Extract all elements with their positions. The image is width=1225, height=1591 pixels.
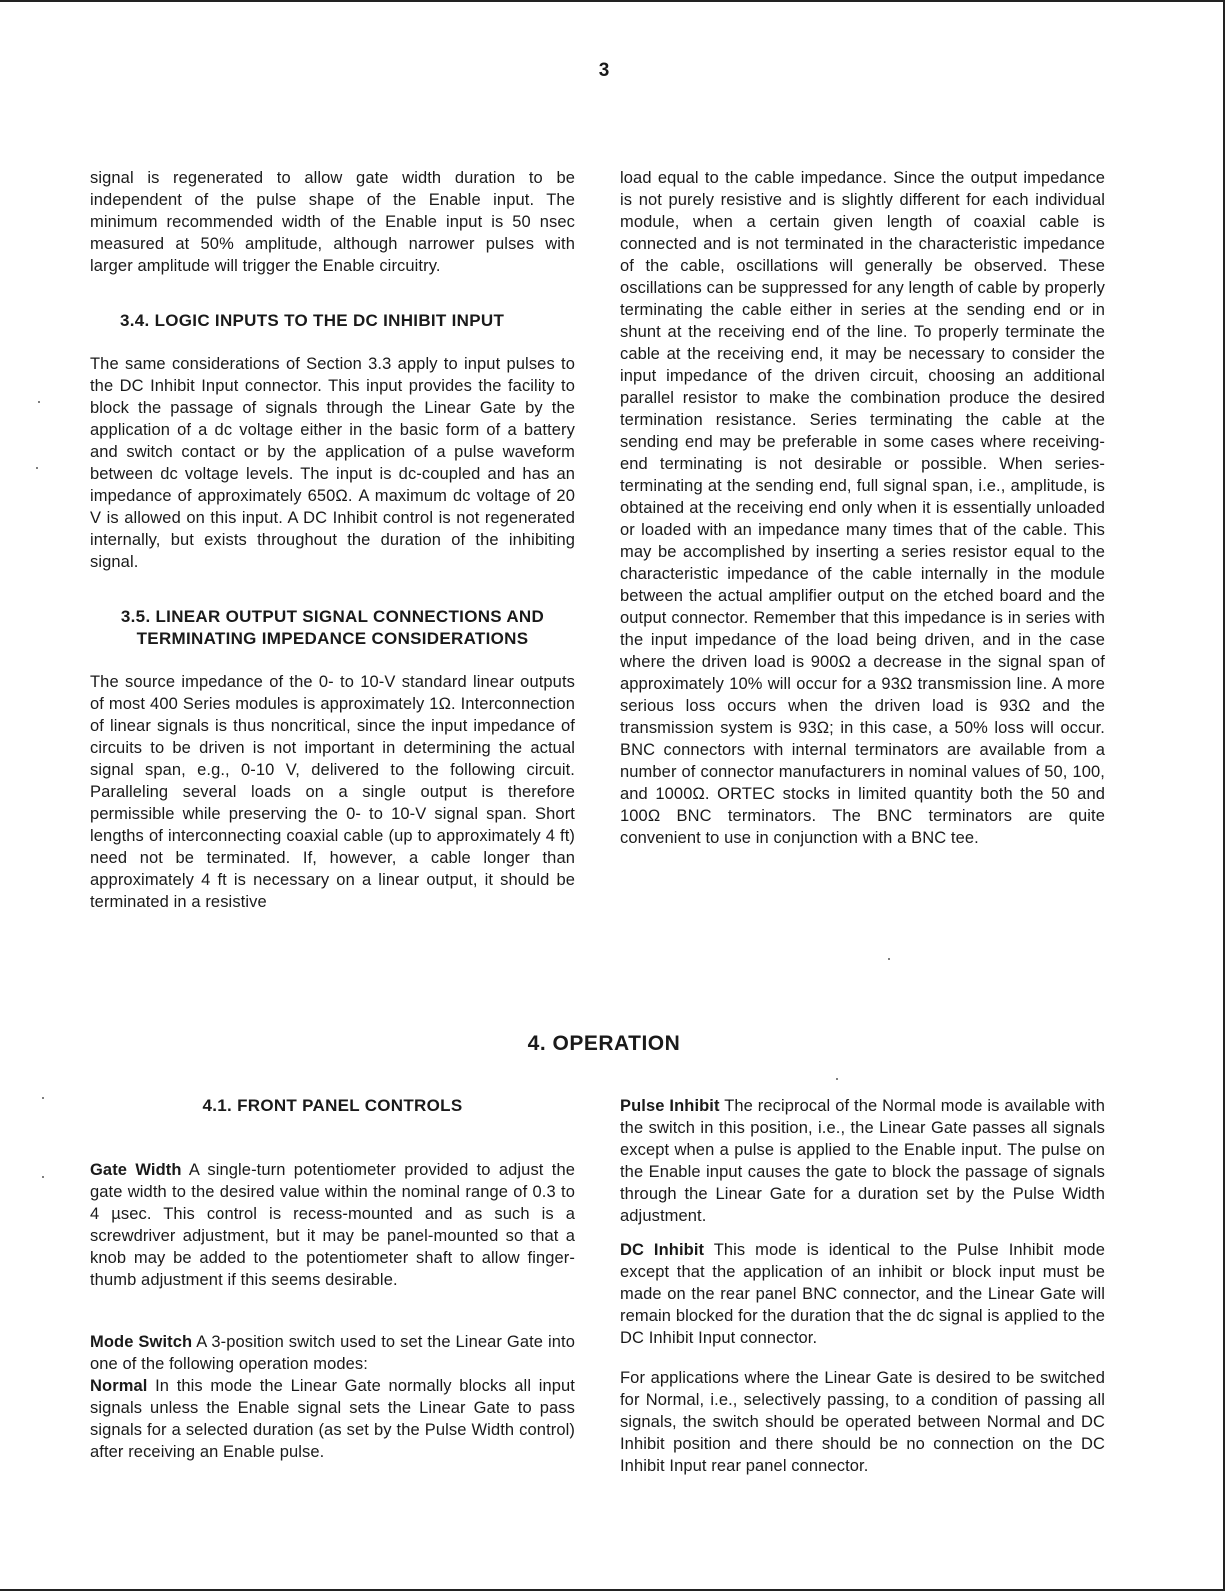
section-3-5-heading [90, 606, 575, 650]
scan-speck [42, 1097, 44, 1099]
page-number: 3 [598, 60, 610, 81]
left-column-bottom [90, 1095, 575, 1463]
pulse-inhibit-paragraph [620, 1095, 1105, 1227]
normal-mode-term: Normal [90, 1377, 148, 1395]
section-3-5-body: The source impedance of the 0- to 10-V standard linear outputs of most 400 Series modules is approximately 1Ω. Interconnection of linear signals is thus noncritical, since the input impedance of circuits to be driven is not important in determining the actual signal span, e.g., 0-10 V, delivered to the following circuit. Paralleling several loads on a single output is therefore permissible while preserving the 0- to 10-V signal span. Short lengths of interconnecting coaxial cable (up to approximately 4 ft) need not be terminated. If, however, a cable longer than approximately 4 ft is necessary on a linear output, it should be terminated in a resistive [90, 673, 575, 911]
gate-width-paragraph [90, 1159, 575, 1291]
section-4-1-heading: 4.1. FRONT PANEL CONTROLS [202, 1096, 463, 1115]
mode-switch-text: A 3-position switch used to set the Linear Gate into one of the following operation modes: [90, 1333, 576, 1373]
left-column-top [90, 167, 575, 913]
dc-inhibit-term: DC Inhibit [620, 1241, 705, 1259]
pulse-inhibit-term: Pulse Inhibit [620, 1097, 720, 1115]
page-border-top [0, 0, 1225, 2]
dc-inhibit-paragraph [620, 1239, 1105, 1349]
gate-width-term: Gate Width [90, 1161, 182, 1179]
dc-inhibit-text: This mode is identical to the Pulse Inhibit mode except that the application of an inhibit or block input must be made on the rear panel BNC connector, and the Linear Gate will remain blocked for the duration that the dc signal is applied to the DC Inhibit Input connector. [620, 1241, 1105, 1347]
applications-paragraph: For applications where the Linear Gate is desired to be switched for Normal, i.e., selectively passing, to a condition of passing all signals, the switch should be operated between Normal and DC Inhibit position and there should be no connection on the DC Inhibit Input rear panel connector. [620, 1369, 1105, 1475]
section-4-heading: 4. OPERATION [527, 1032, 681, 1055]
impedance-continuation-paragraph: load equal to the cable impedance. Since the output impedance is not purely resistive and is slightly different for each individual module, when a certain given length of coaxial cable is connected and is not terminated in the characteristic impedance of the cable, oscillations will generally be observed. These oscillations can be suppressed for any length of cable by properly terminating the cable either in series at the sending end or in shunt at the receiving end of the line. To properly terminate the cable at the receiving end, it may be necessary to consider the input impedance of the driven circuit, choosing an additional parallel resistor to make the combination produce the desired termination resistance. Series terminating the cable at the sending end may be preferable in some cases where receiving-end terminating is not desirable or possible. When series-terminating at the sending end, full signal span, i.e., amplitude, is obtained at the receiving end only when it is essentially unloaded or loaded with an impedance many times that of the cable. This may be accomplished by inserting a series resistor equal to the characteristic impedance of the cable internally in the module between the actual amplifier output on the etched board and the output connector. Remember that this impedance is in series with the input impedance of the load being driven, and in the case where the driven load is 900Ω a decrease in the signal span of approximately 10% will occur for a 93Ω transmission line. A more serious loss occurs when the driven load is 93Ω and the transmission system is 93Ω; in this case, a 50% loss will occur. BNC connectors with internal terminators are available from a number of connector manufacturers in nominal values of 50, 100, and 1000Ω. ORTEC stocks in limited quantity both the 50 and 100Ω BNC terminators. The BNC terminators are quite convenient to use in conjunction with a BNC tee. [620, 169, 1105, 847]
gate-width-text: A single-turn potentiometer provided to adjust the gate width to the desired value within the nominal range of 0.3 to 4 µsec. This control is recess-mounted and as such is a screwdriver adjustment, but it may be panel-mounted so that a knob may be added to the potentiometer shaft to allow finger-thumb adjustment if this seems desirable. [90, 1161, 575, 1289]
pulse-inhibit-text: The reciprocal of the Normal mode is available with the switch in this position, i.e., the Linear Gate passes all signals except when a pulse is applied to the Enable input. The pulse on the Enable input causes the gate to block the passage of signals through the Linear Gate for a duration set by the Pulse Width adjustment. [620, 1097, 1106, 1225]
normal-mode-paragraph [90, 1375, 575, 1463]
section-3-5-heading-line2: TERMINATING IMPEDANCE CONSIDERATIONS [136, 629, 529, 648]
scan-speck [42, 1176, 44, 1178]
right-column-top [620, 167, 1105, 849]
scan-speck [888, 958, 890, 960]
section-3-5-heading-line1: 3.5. LINEAR OUTPUT SIGNAL CONNECTIONS AND [120, 607, 545, 626]
intro-paragraph: signal is regenerated to allow gate width duration to be independent of the pulse shape of the Enable input. The minimum recommended width of the Enable input is 50 nsec measured at 50% amplitude, although narrower pulses with larger amplitude will trigger the Enable circuitry. [90, 169, 575, 275]
normal-mode-text: In this mode the Linear Gate normally blocks all input signals unless the Enable signal sets the Linear Gate to pass signals for a selected duration (as set by the Pulse Width control) after receiving an Enable pulse. [90, 1377, 575, 1461]
scan-speck [38, 401, 40, 403]
section-3-4-heading: 3.4. LOGIC INPUTS TO THE DC INHIBIT INPUT [120, 311, 505, 330]
scan-speck [836, 1078, 838, 1080]
section-3-4-body: The same considerations of Section 3.3 apply to input pulses to the DC Inhibit Input connector. This input provides the facility to block the passage of signals through the Linear Gate by the application of a dc voltage either in the basic form of a battery and switch contact or by the application of a pulse waveform between dc voltage levels. The input is dc-coupled and has an impedance of approximately 650Ω. A maximum dc voltage of 20 V is allowed on this input. A DC Inhibit control is not regenerated internally, but exists throughout the duration of the inhibiting signal. [90, 355, 575, 571]
mode-switch-term: Mode Switch [90, 1333, 193, 1351]
mode-switch-paragraph [90, 1331, 575, 1375]
right-column-bottom [620, 1095, 1105, 1477]
scan-speck [36, 467, 38, 469]
